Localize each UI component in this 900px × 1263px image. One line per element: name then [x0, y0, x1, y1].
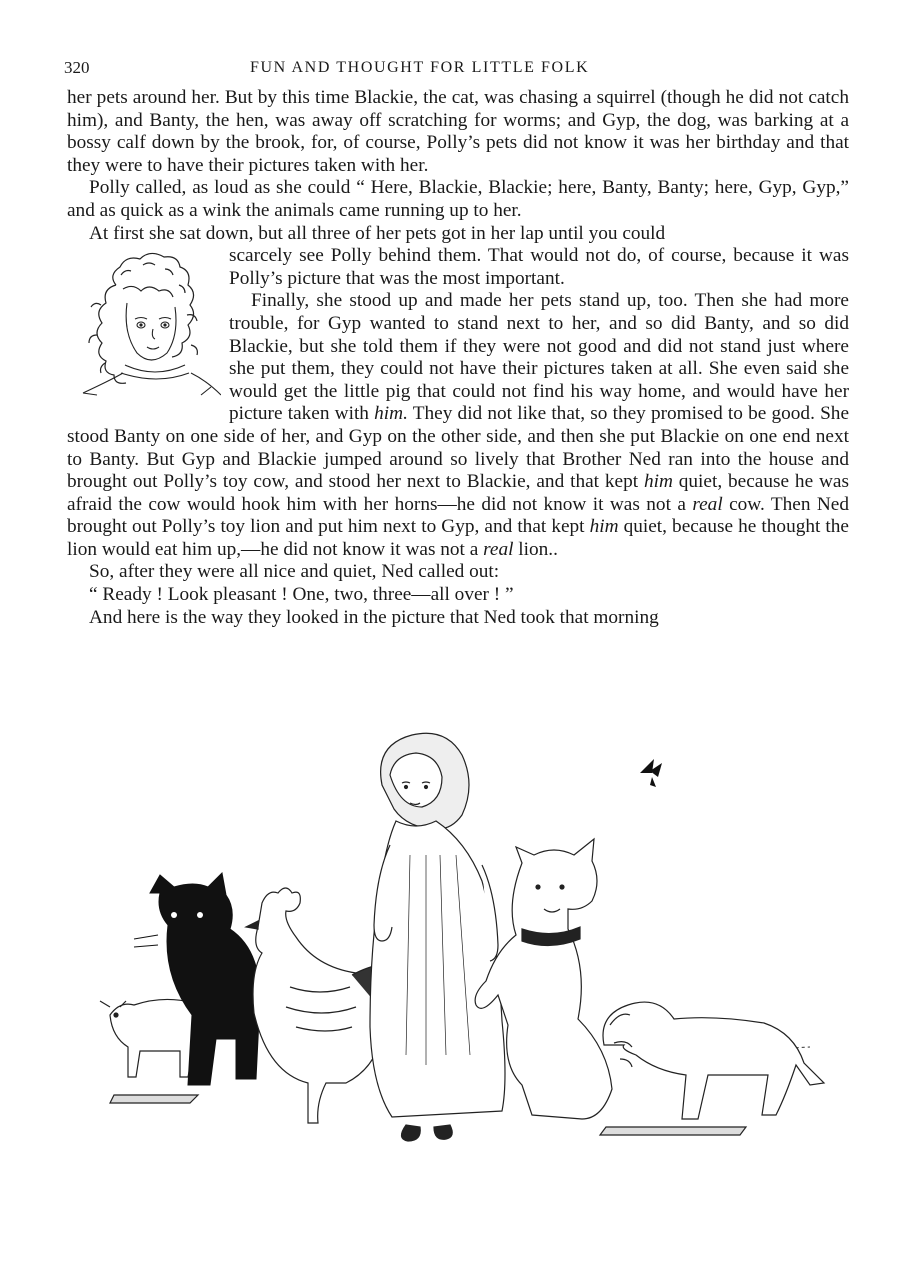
body-text [67, 87, 849, 629]
emphasis: real [692, 493, 723, 515]
emphasis: him [589, 516, 619, 538]
text-run: quiet, because he thought the lion would eat him up,—he did not know it was not a [67, 516, 849, 560]
paragraph: And here is the way they looked in the picture that Ned took that morning [89, 606, 659, 628]
text-run: cow. Then Ned brought out Polly’s toy lion and put him next to Gyp, and that kept [67, 493, 850, 538]
paragraph: scarcely see Polly behind them. That would not do, of course, because it was Polly’s picture that was the most important. [229, 245, 849, 289]
paragraph: At first she sat down, but all three of her pets got in her lap until you could [89, 222, 666, 244]
girl-with-pets-illustration [90, 725, 830, 1175]
emphasis: him. [374, 403, 408, 425]
paragraph: “ Ready ! Look pleasant ! One, two, three—all over ! ” [89, 584, 514, 606]
girl-with-pets-icon [90, 725, 830, 1175]
text-run: They did not like that, so they promised to be good. She stood Banty on one side of her, and Gyp on the other side, and then she put Blackie on one end next to Banty. But Gyp and Blackie jumped around so lively that Brother Ned ran into the house and brought out Polly’s toy cow, and stood her next to Blackie, and that kept [67, 403, 850, 493]
paragraph: Polly called, as loud as she could “ Here, Blackie, Blackie; here, Banty, Banty; here, Gyp, Gyp,” and as quick as a wink the animals came running up to her. [67, 177, 849, 221]
emphasis: him [643, 471, 673, 493]
girl-portrait-illustration [61, 245, 221, 425]
page-number: 320 [64, 58, 90, 77]
girl-portrait-icon [61, 245, 221, 425]
emphasis: real [483, 538, 514, 560]
running-head: FUN AND THOUGHT FOR LITTLE FOLK [250, 59, 590, 76]
text-run: quiet, because he was afraid the cow would hook him with her horns—he did not know it was not a [67, 471, 849, 515]
paragraph: So, after they were all nice and quiet, Ned called out: [89, 561, 500, 583]
paragraph: her pets around her. But by this time Blackie, the cat, was chasing a squirrel (though he did not catch him), and Banty, the hen, was away off scratching for worms; and Gyp, the dog, was barking at a bossy calf down by the brook, for, of course, Polly’s pets did not know it was her birthday and that they were to have their pictures taken with her. [67, 87, 849, 176]
text-run: lion.. [513, 538, 558, 560]
text-run: Finally, she stood up and made her pets stand up, too. Then she had more trouble, for Gyp wanted to stand next to her, and so did Banty, and so did Blackie, but she told them if they were not good and did not stand just where she put them, they could not have their pictures taken at all. She even said she would get the little pig that could not find his way home, and would have her picture taken with [229, 290, 849, 425]
